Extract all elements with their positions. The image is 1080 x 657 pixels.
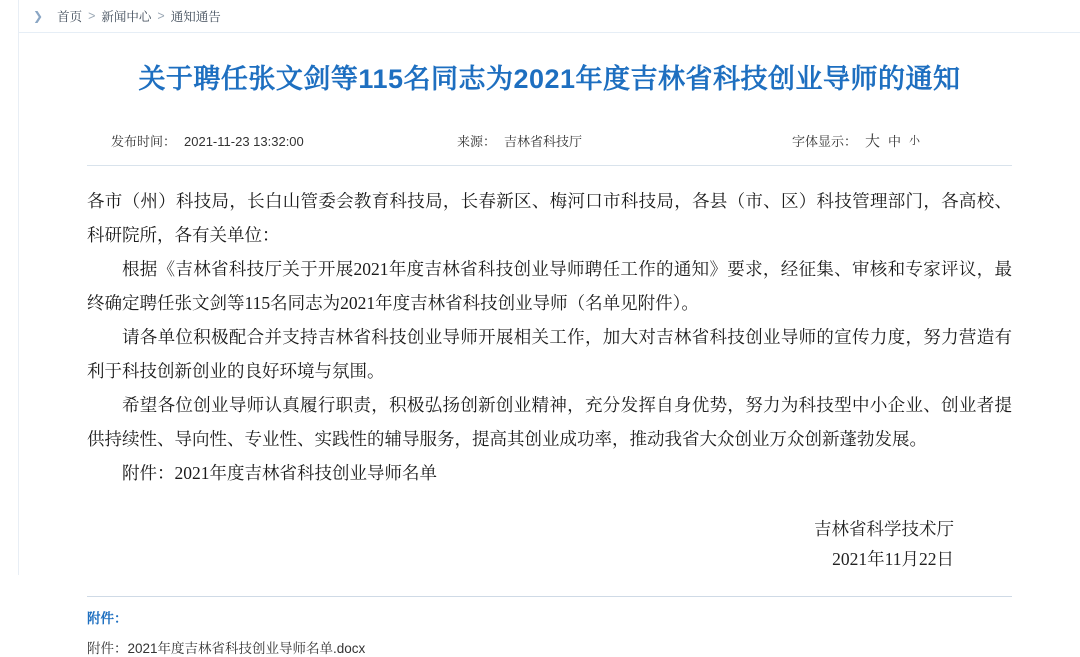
article-body	[87, 184, 1012, 490]
attachment-item[interactable]	[87, 637, 1012, 657]
attachment-divider	[87, 596, 1012, 597]
breadcrumb-item-news-center[interactable]: 新闻中心	[101, 10, 152, 24]
font-size-label: 字体显示：	[791, 133, 857, 149]
font-size-large-button[interactable]: 大	[864, 132, 880, 150]
left-rail	[0, 0, 19, 575]
paragraph-1: 根据《吉林省科技厅关于开展2021年度吉林省科技创业导师聘任工作的通知》要求，经征集、审核和专家评议，最终确定聘任张文剑等115名同志为2021年度吉林省科技创业导师（名单见附件）。	[87, 259, 1012, 313]
breadcrumb-item-home[interactable]: 首页	[57, 10, 83, 24]
breadcrumb-separator: >	[88, 9, 96, 23]
article-container	[19, 33, 1080, 656]
signature-date: 2021年11月22日	[832, 549, 954, 569]
publish-time-label: 发布时间：	[111, 133, 177, 149]
paragraph-2: 请各单位积极配合并支持吉林省科技创业导师开展相关工作，加大对吉林省科技创业导师的宣传力度，努力营造有利于科技创新创业的良好环境与氛围。	[87, 327, 1012, 381]
signature-block	[87, 514, 1012, 574]
font-size-control	[792, 130, 920, 151]
font-size-small-button[interactable]: 小	[909, 135, 920, 147]
source	[457, 131, 582, 150]
signature-organization: 吉林省科学技术厅	[814, 519, 954, 539]
source-value: 吉林省科技厅	[504, 133, 583, 149]
breadcrumb-separator: >	[157, 9, 165, 23]
article-meta	[89, 129, 1010, 151]
publish-time-value: 2021-11-23 13:32:00	[184, 133, 304, 149]
attachment-heading: 附件：	[87, 611, 128, 626]
source-label: 来源：	[457, 133, 497, 149]
page-title: 关于聘任张文剑等115名同志为2021年度吉林省科技创业导师的通知	[138, 64, 961, 94]
paragraph-salutation: 各市（州）科技局，长白山管委会教育科技局，长春新区、梅河口市科技局，各县（市、区）科技管理部门，各高校、科研院所，各有关单位：	[87, 191, 1012, 245]
paragraph-attachment-note: 附件：2021年度吉林省科技创业导师名单	[122, 463, 437, 483]
font-size-medium-button[interactable]: 中	[887, 133, 901, 149]
meta-divider	[87, 165, 1012, 166]
publish-time	[111, 131, 304, 150]
breadcrumb-item-notices[interactable]: 通知通告	[170, 10, 221, 24]
breadcrumb	[19, 0, 1080, 33]
chevron-right-icon: ❯	[33, 9, 44, 23]
attachment-link[interactable]: 附件：2021年度吉林省科技创业导师名单.docx	[87, 641, 366, 656]
paragraph-3: 希望各位创业导师认真履行职责，积极弘扬创新创业精神，充分发挥自身优势，努力为科技型中小企业、创业者提供持续性、导向性、专业性、实践性的辅导服务，提高其创业成功率，推动我省大众创业万众创新蓬勃发展。	[87, 395, 1012, 449]
